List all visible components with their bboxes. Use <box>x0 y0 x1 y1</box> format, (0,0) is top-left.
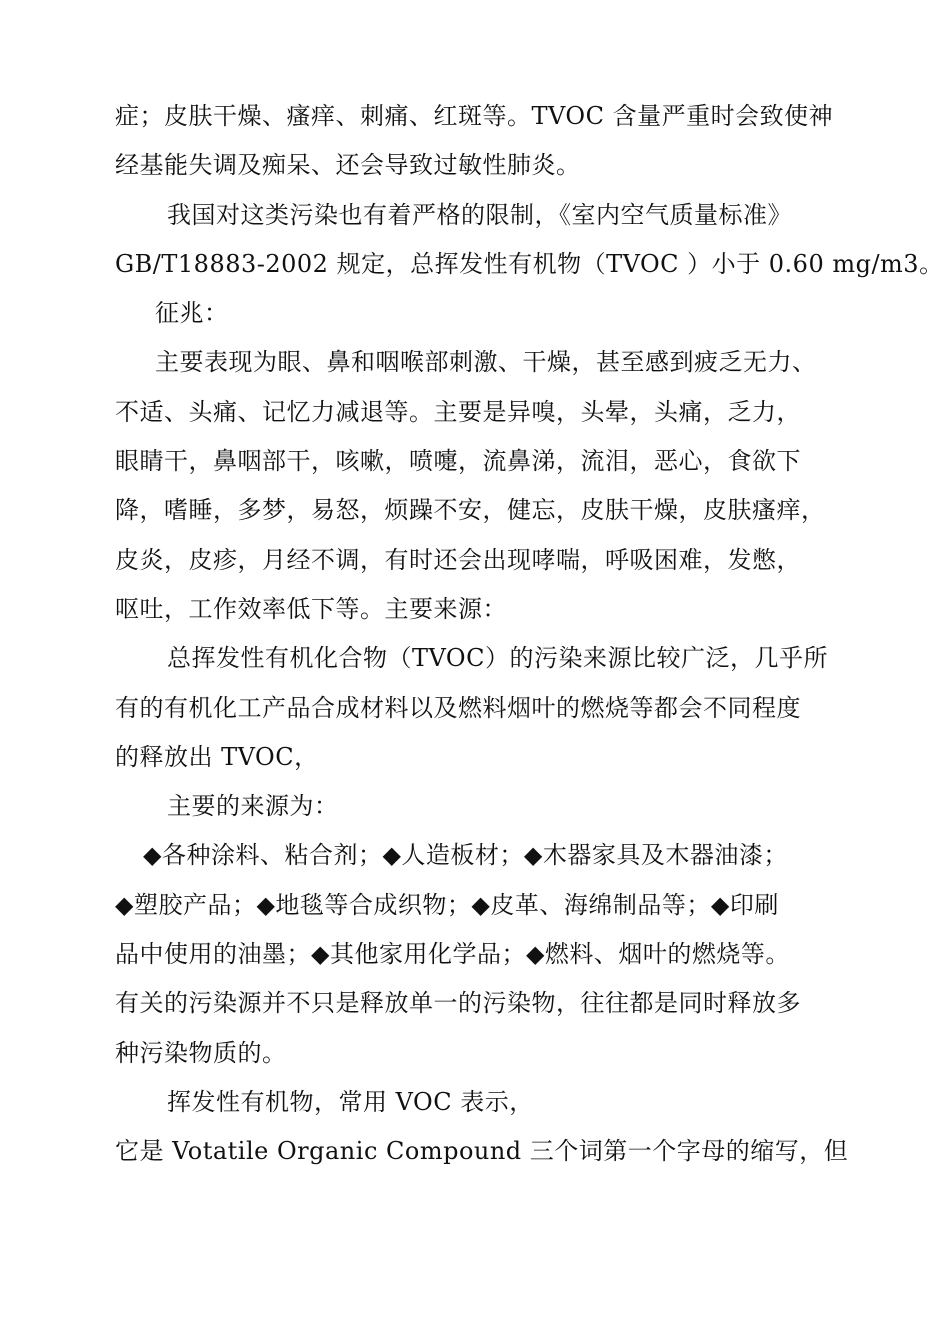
text-line: 的释放出 TVOC， <box>115 742 319 771</box>
text-line: GB/T18883-2002 规定，总挥发性有机物（TVOC ）小于 0.60 mg/m3。 <box>115 249 944 278</box>
text-line: 它是 Votatile Organic Compound 三个词第一个字母的缩写，但 <box>115 1137 849 1166</box>
text-line: 有关的污染源并不只是释放单一的污染物，往往都是同时释放多 <box>115 989 801 1018</box>
bullet-line: 品中使用的油墨；◆其他家用化学品；◆燃料、烟叶的燃烧等。 <box>115 940 790 969</box>
text-line: 症；皮肤干燥、瘙痒、刺痛、红斑等。TVOC 含量严重时会致使神 <box>115 102 834 130</box>
text-line: 皮炎，皮疹，月经不调，有时还会出现哮喘，呼吸困难，发憋， <box>115 545 801 574</box>
text-line: 呕吐，工作效率低下等。主要来源： <box>115 594 507 623</box>
bullet-line: ◆各种涂料、粘合剂；◆人造板材；◆木器家具及木器油漆； <box>143 841 788 870</box>
text-line: 我国对这类污染也有着严格的限制，《室内空气质量标准》 <box>167 200 792 229</box>
text-line: 主要表现为眼、鼻和咽喉部刺激、干燥，甚至感到疲乏无力、 <box>155 348 817 377</box>
text-line: 眼睛干，鼻咽部干，咳嗽，喷嚏，流鼻涕，流泪，恶心，食欲下 <box>115 447 801 476</box>
text-line: 总挥发性有机化合物（TVOC）的污染来源比较广泛，几乎所 <box>167 644 828 673</box>
text-line: 降，嗜睡，多梦，易怒，烦躁不安，健忘，皮肤干燥，皮肤瘙痒， <box>115 496 826 525</box>
text-line: 主要的来源为： <box>167 792 339 821</box>
bullet-line: ◆塑胶产品；◆地毯等合成织物；◆皮革、海绵制品等；◆印刷 <box>115 890 779 919</box>
text-line: 有的有机化工产品合成材料以及燃料烟叶的燃烧等都会不同程度 <box>115 693 801 722</box>
section-heading: 征兆： <box>155 299 229 328</box>
text-line: 不适、头痛、记忆力减退等。主要是异嗅，头晕，头痛，乏力， <box>115 397 801 426</box>
document-body <box>115 92 944 1177</box>
text-line: 挥发性有机物，常用 VOC 表示， <box>167 1087 534 1116</box>
text-line: 种污染物质的。 <box>115 1038 287 1067</box>
text-line: 经基能失调及痴呆、还会导致过敏性肺炎。 <box>115 151 581 180</box>
